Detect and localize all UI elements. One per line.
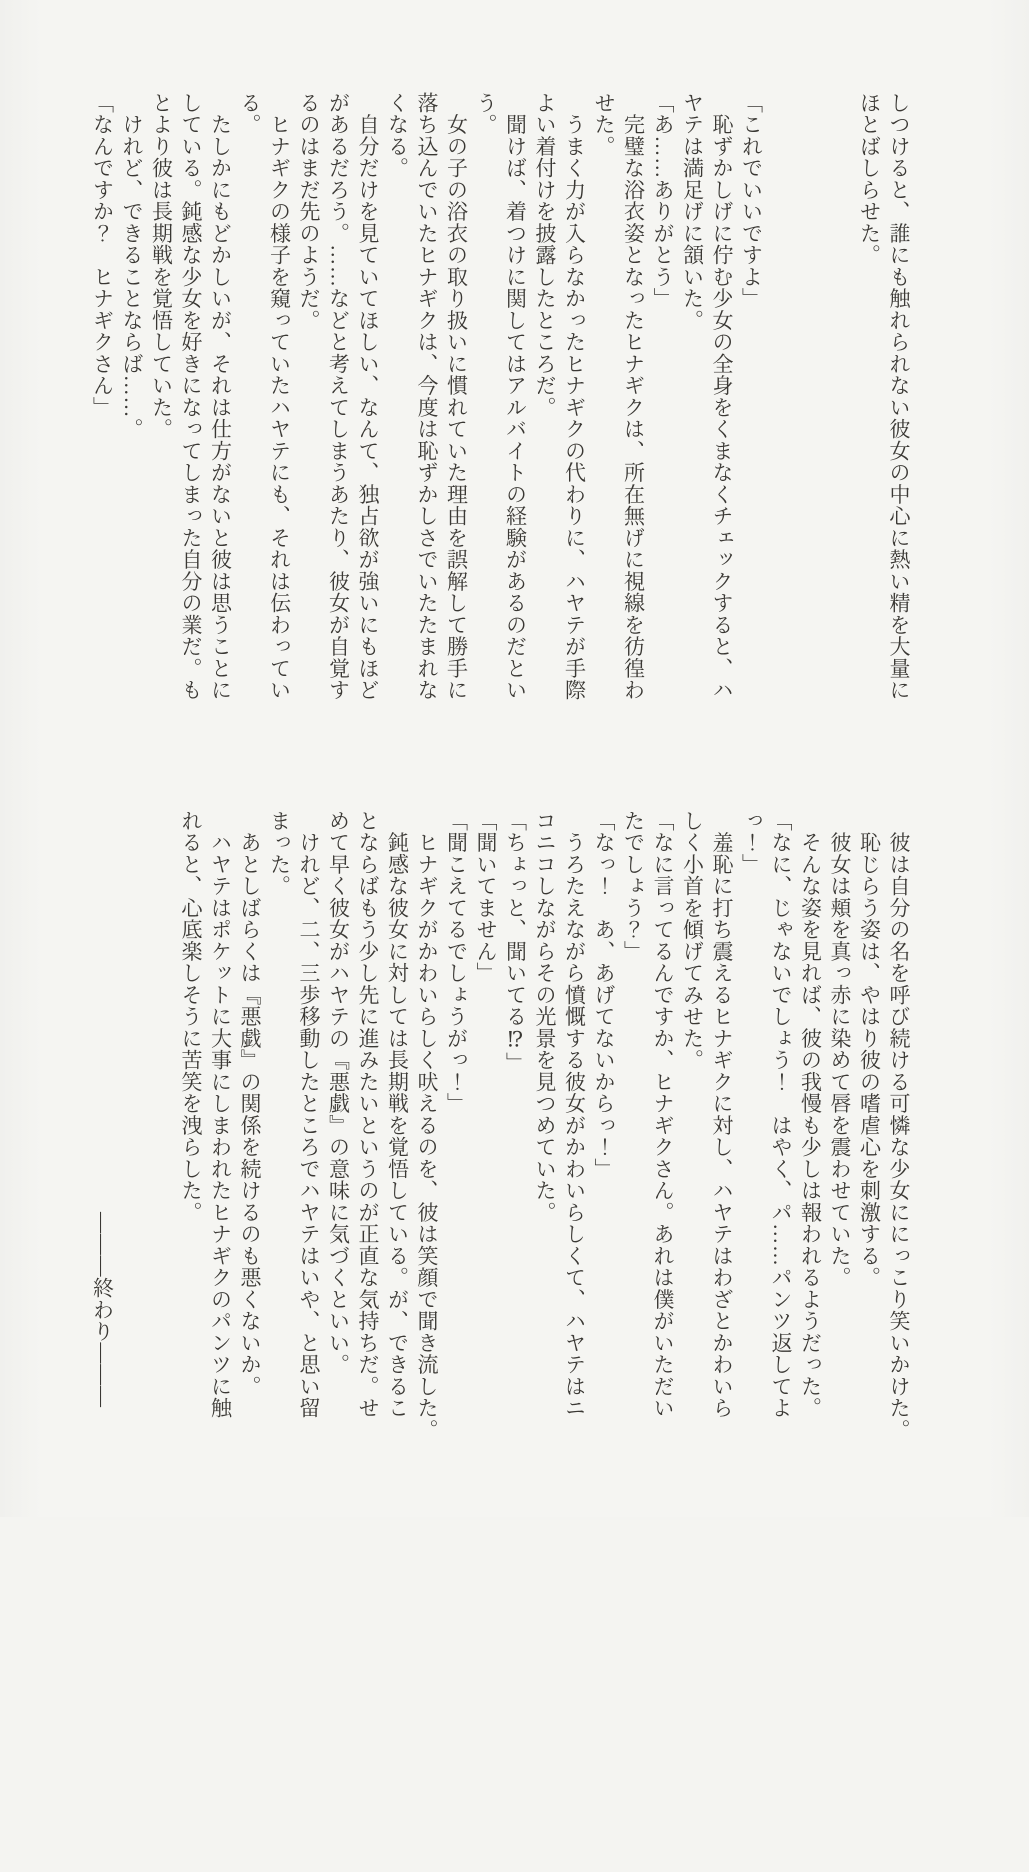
- text-line: 「なに、じゃないでしょう！ はやく、パ……パンツ返してよ: [769, 810, 793, 1419]
- text-line: している。鈍感な少女を好きになってしまった自分の業だ。も: [179, 92, 203, 701]
- text-line: くなる。: [385, 92, 410, 179]
- text-line: 落ち込んでいたヒナギクは、今度は恥ずかしさでいたたまれな: [415, 92, 439, 701]
- text-line: 彼女は頬を真っ赤に染めて唇を震わせていた。: [828, 810, 852, 1289]
- blank-line: [146, 810, 176, 1470]
- blank-line: [766, 92, 796, 752]
- text-line: けれど、できることならば……。: [120, 92, 144, 440]
- text-line: う。: [474, 92, 498, 136]
- blank-line: [795, 92, 825, 752]
- text-line: ヒナギクがかわいらしく吠えるのを、彼は笑顔で聞き流した。: [415, 810, 439, 1441]
- text-line: せた。: [592, 92, 616, 158]
- text-block-bottom: [87, 810, 913, 1470]
- text-line: 「あ……ありがとう」: [651, 92, 675, 310]
- text-line: 女の子の浴衣の取り扱いに慣れていた理由を誤解して勝手に: [444, 92, 469, 701]
- text-line: たでしょう？」: [621, 810, 646, 963]
- text-line: たしかにもどかしいが、それは仕方がないと彼は思うことに: [208, 92, 233, 701]
- text-line: 完璧な浴衣姿となったヒナギクは、所在無げに視線を彷徨わ: [621, 92, 646, 701]
- text-line: あとしばらくは『悪戯』の関係を続けるのも悪くないか。: [238, 810, 262, 1398]
- text-line: うろたえながら憤慨する彼女がかわいらしくて、ハヤテはニ: [562, 810, 587, 1419]
- text-line: しく小首を傾げてみせた。: [680, 810, 705, 1071]
- text-line: めて早く彼女がハヤテの『悪戯』の意味に気づくといい。: [326, 810, 351, 1376]
- text-line: 「なんですか？ ヒナギクさん」: [90, 92, 115, 419]
- text-line: 「聞こえてるでしょうがっ！」: [444, 810, 469, 1115]
- text-line: ヒナギクの様子を窺っていたハヤテにも、それは伝わってい: [267, 92, 292, 701]
- text-line: 「これでいいですよ」: [739, 92, 764, 310]
- text-line: よい着付けを披露したところだ。: [533, 92, 557, 419]
- text-line: そんな姿を見れば、彼の我慢も少しは報われるようだった。: [798, 810, 823, 1419]
- text-line: しつけると、誰にも触れられない彼女の中心に熱い精を大量に: [887, 92, 911, 701]
- text-line: 「なっ！ あ、あげてないからっ！」: [592, 810, 616, 1180]
- text-line: ヤテは満足げに頷いた。: [680, 92, 705, 332]
- text-line: るのはまだ先のようだ。: [297, 92, 321, 332]
- text-line: 恥じらう姿は、やはり彼の嗜虐心を刺激する。: [857, 810, 882, 1289]
- text-line: 鈍感な彼女に対しては長期戦を覚悟している。が、できるこ: [385, 810, 410, 1419]
- text-line: 自分だけを見ていてほしい、なんて、独占欲が強いにもほど: [356, 92, 380, 701]
- text-line: 彼は自分の名を呼び続ける可憐な少女ににっこり笑いかけた。: [887, 810, 911, 1441]
- text-line: れると、心底楽しそうに苦笑を洩らした。: [179, 810, 203, 1224]
- text-line: うまく力が入らなかったヒナギクの代わりに、ハヤテが手際: [562, 92, 587, 701]
- text-line: があるだろう。……などと考えてしまうあたり、彼女が自覚す: [326, 92, 351, 701]
- text-line: けれど、二、三歩移動したところでハヤテはいや、と思い留: [297, 810, 321, 1419]
- text-line: とならばもう少し先に進みたいというのが正直な気持ちだ。せ: [356, 810, 380, 1419]
- text-line: る。: [238, 92, 262, 136]
- text-line: とより彼は長期戦を覚悟していた。: [149, 92, 174, 440]
- blank-line: [825, 92, 855, 752]
- text-line: 羞恥に打ち震えるヒナギクに対し、ハヤテはわざとかわいら: [710, 810, 734, 1419]
- text-line: 聞けば、着つけに関してはアルバイトの経験があるのだとい: [503, 92, 528, 701]
- blank-line: [117, 810, 147, 1470]
- text-line: ハヤテはポケットに大事にしまわれたヒナギクのパンツに触: [208, 810, 233, 1419]
- text-line: 「ちょっと、聞いてる⁉」: [503, 810, 528, 1074]
- text-line: 恥ずかしげに佇む少女の全身をくまなくチェックすると、ハ: [710, 92, 734, 701]
- text-block-top: [87, 92, 913, 752]
- text-line: っ！」: [739, 810, 764, 876]
- text-line: ほとばしらせた。: [857, 92, 882, 266]
- text-line: 「聞いてません」: [474, 810, 498, 984]
- text-line: 「なに言ってるんですか、ヒナギクさん。あれは僕がいただい: [651, 810, 675, 1419]
- ending-mark: ―――終わり―――: [90, 1212, 115, 1408]
- text-line: まった。: [267, 810, 292, 897]
- text-line: コニコしながらその光景を見つめていた。: [533, 810, 557, 1224]
